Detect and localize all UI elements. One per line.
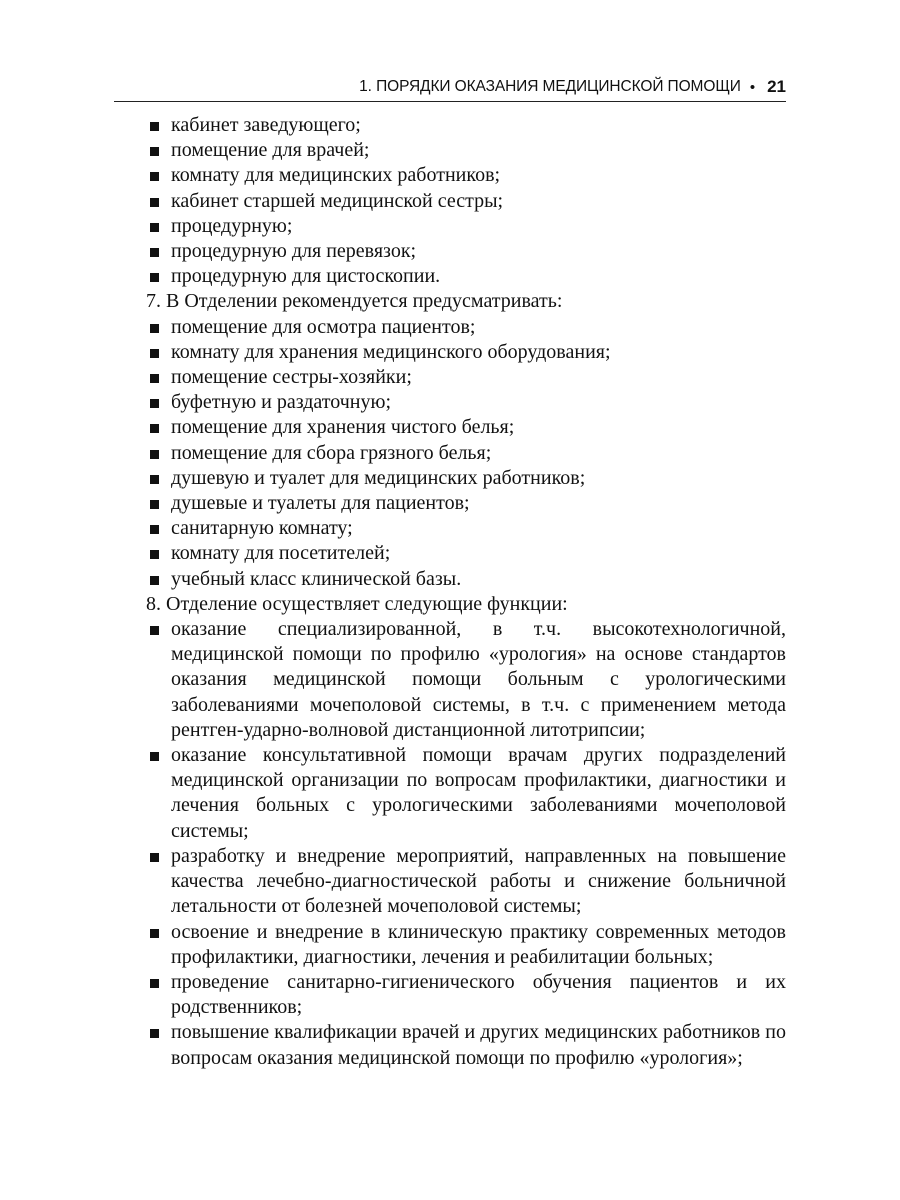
list-item <box>146 743 786 844</box>
list-item-text: душевую и туалет для медицинских работников; <box>171 466 586 489</box>
list-item <box>146 1020 786 1070</box>
header-separator: • <box>749 78 756 96</box>
square-bullet-icon <box>150 147 159 156</box>
square-bullet-icon <box>150 576 159 585</box>
list-item <box>146 214 786 239</box>
square-bullet-icon <box>150 1029 159 1038</box>
list-item-text: комнату для хранения медицинского оборудования; <box>171 340 611 363</box>
list-item <box>146 567 786 592</box>
list-item <box>146 441 786 466</box>
section-8-heading: 8. Отделение осуществляет следующие функции: <box>146 592 568 615</box>
list-item-text: помещение для осмотра пациентов; <box>171 315 476 338</box>
square-bullet-icon <box>150 399 159 408</box>
square-bullet-icon <box>150 172 159 181</box>
list-item <box>146 415 786 440</box>
square-bullet-icon <box>150 475 159 484</box>
list-item-text: повышение квалификации врачей и других медицинских работников по вопросам оказания медицинской помощи по профилю «урология»; <box>171 1021 786 1069</box>
list-item-text: разработку и внедрение мероприятий, направленных на повышение качества лечебно-диагностической работы и снижение больничной летальности от болезней мочеполовой системы; <box>171 844 786 918</box>
list-item-text: процедурную; <box>171 214 293 237</box>
square-bullet-icon <box>150 122 159 131</box>
recommended-premises-list <box>146 315 786 592</box>
square-bullet-icon <box>150 424 159 433</box>
list-item <box>146 189 786 214</box>
page-body <box>146 113 786 1071</box>
square-bullet-icon <box>150 223 159 232</box>
list-item <box>146 239 786 264</box>
list-item <box>146 970 786 1020</box>
list-item-text: комнату для посетителей; <box>171 542 391 565</box>
running-header <box>114 73 786 102</box>
square-bullet-icon <box>150 198 159 207</box>
list-item <box>146 491 786 516</box>
list-item-text: буфетную и раздаточную; <box>171 391 392 414</box>
square-bullet-icon <box>150 752 159 761</box>
list-item <box>146 617 786 743</box>
square-bullet-icon <box>150 525 159 534</box>
square-bullet-icon <box>150 273 159 282</box>
section-7-heading: 7. В Отделении рекомендуется предусматривать: <box>146 290 563 313</box>
list-item-text: кабинет старшей медицинской сестры; <box>171 189 504 212</box>
page-number: 21 <box>767 77 786 96</box>
square-bullet-icon <box>150 500 159 509</box>
list-item <box>146 516 786 541</box>
square-bullet-icon <box>150 324 159 333</box>
list-item-text: санитарную комнату; <box>171 517 353 540</box>
square-bullet-icon <box>150 374 159 383</box>
list-item <box>146 340 786 365</box>
list-item <box>146 264 786 289</box>
list-item <box>146 138 786 163</box>
list-item <box>146 541 786 566</box>
list-item-text: проведение санитарно-гигиенического обучения пациентов и их родственников; <box>171 970 786 1019</box>
list-item <box>146 163 786 188</box>
list-item <box>146 466 786 491</box>
square-bullet-icon <box>150 550 159 559</box>
list-item-text: комнату для медицинских работников; <box>171 164 501 187</box>
list-item-text: помещение для врачей; <box>171 139 370 162</box>
functions-list <box>146 617 786 1071</box>
list-item <box>146 315 786 340</box>
running-title: 1. ПОРЯДКИ ОКАЗАНИЯ МЕДИЦИНСКОЙ ПОМОЩИ <box>359 78 741 95</box>
list-item-text: оказание специализированной, в т.ч. высокотехнологичной, медицинской помощи по профилю «урология» на основе стандартов оказания медицинской помощи больным с урологическими заболеваниями мочеполовой системы, в т.ч. с применением метода рентген-ударно-волновой дистанционной литотрипсии; <box>171 618 786 741</box>
square-bullet-icon <box>150 853 159 862</box>
square-bullet-icon <box>150 349 159 358</box>
list-item-text: учебный класс клинической базы. <box>171 567 462 590</box>
square-bullet-icon <box>150 626 159 635</box>
list-item <box>146 113 786 138</box>
list-item-text: освоение и внедрение в клиническую практику современных методов профилактики, диагностики, лечения и реабилитации больных; <box>171 920 786 968</box>
list-item-text: кабинет заведующего; <box>171 114 361 136</box>
premises-list <box>146 113 786 289</box>
list-item <box>146 920 786 970</box>
list-item-text: помещение сестры-хозяйки; <box>171 366 412 389</box>
list-item-text: душевые и туалеты для пациентов; <box>171 492 470 515</box>
square-bullet-icon <box>150 979 159 988</box>
list-item-text: помещение для хранения чистого белья; <box>171 416 515 439</box>
square-bullet-icon <box>150 248 159 257</box>
list-item-text: процедурную для цистоскопии. <box>171 265 441 288</box>
list-item-text: помещение для сбора грязного белья; <box>171 441 492 464</box>
list-item-text: процедурную для перевязок; <box>171 240 417 263</box>
list-item <box>146 844 786 920</box>
list-item-text: оказание консультативной помощи врачам других подразделений медицинской организации по вопросам профилактики, диагностики и лечения больных с урологическими заболеваниями мочеполовой системы; <box>171 744 786 842</box>
square-bullet-icon <box>150 929 159 938</box>
square-bullet-icon <box>150 450 159 459</box>
list-item <box>146 365 786 390</box>
list-item <box>146 390 786 415</box>
